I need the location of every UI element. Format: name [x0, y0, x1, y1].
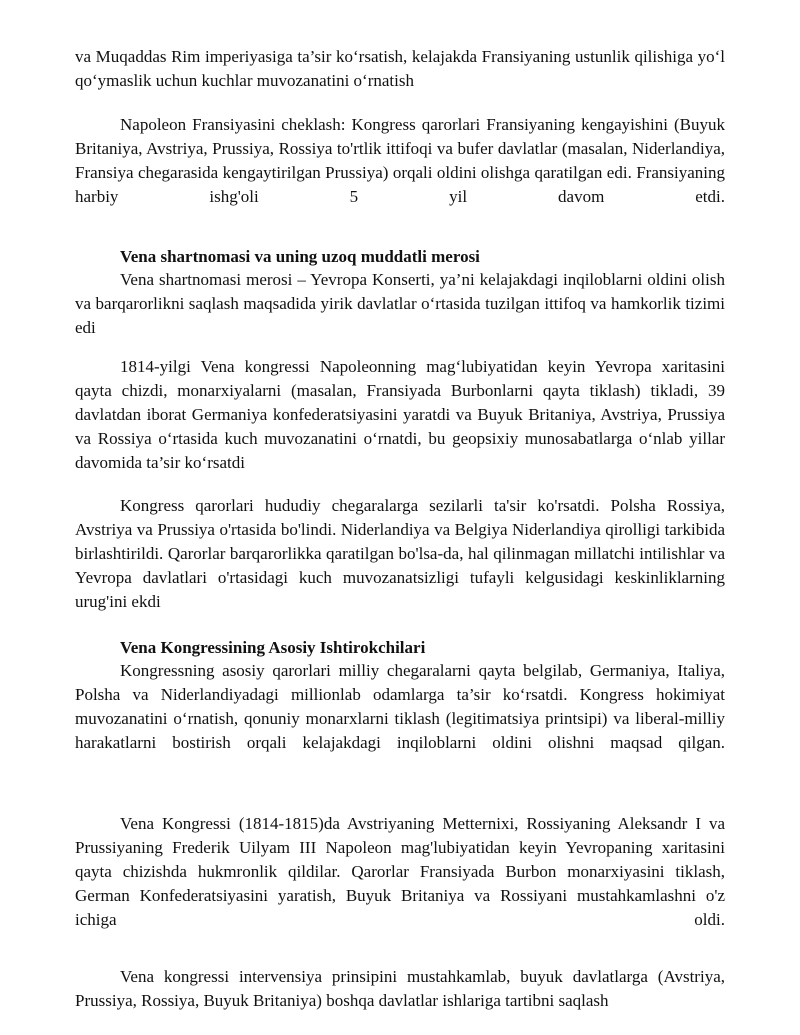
- paragraph-containing-napoleonic-france: Napoleon Fransiyasini cheklash: Kongress qarorlari Fransiyaning kengayishini (Buyuk Britaniya, Avstriya, Prussiya, Rossiya to'rtlik ittifoqi va bufer davlatlar (masalan, Niderlandiya, Fransiya chegarasida kengaytirilgan Prussiya) orqali oldini olishga qaratilgan edi. Fransiyaning harbiy ishg'oli 5 yil davom etdi.: [75, 115, 725, 206]
- paragraph-concert-of-europe: Vena shartnomasi merosi – Yevropa Konserti, ya’ni kelajakdagi inqiloblarni oldini olish va barqarorlikni saqlash maqsadida yirik davlatlar o‘rtasida tuzilgan ittifoq va hamkorlik tizimi edi: [75, 270, 725, 337]
- paragraph-congress-1814: 1814-yilgi Vena kongressi Napoleonning mag‘lubiyatidan keyin Yevropa xaritasini qayta chizdi, monarxiyalarni (masalan, Fransiyada Burbonlarni qayta tiklash) tikladi, 39 davlatdan iborat Germaniya konfederatsiyasini yaratdi va Buyuk Britaniya, Avstriya, Prussiya va Rossiya o‘rtasida kuch muvozanatini o‘rnatdi, bu geopsixiy munosabatlarga o‘nlab yillar davomida ta’sir ko‘rsatdi: [75, 357, 725, 472]
- heading-main-participants: Vena Kongressining Asosiy Ishtirokchilari: [120, 638, 426, 657]
- paragraph-balance-of-power: va Muqaddas Rim imperiyasiga ta’sir ko‘rsatish, kelajakda Fransiyaning ustunlik qilishiga yo‘l qo‘ymaslik uchun kuchlar muvozanatini o‘rnatish: [75, 47, 725, 90]
- paragraph-territorial-decisions: Kongress qarorlari hududiy chegaralarga sezilarli ta'sir ko'rsatdi. Polsha Rossiya, Avstriya va Prussiya o'rtasida bo'lindi. Niderlandiya va Belgiya Niderlandiya qirolligi tarkibida birlashtirildi. Qarorlar barqarorlikka qaratilgan bo'lsa-da, hal qilinmagan millatchi intilishlar va Yevropa davlatlari o'rtasidagi kuch muvozanatsizligi tufayli kelgusidagi keskinliklarning urug'ini ekdi: [75, 496, 725, 611]
- heading-treaty-legacy: Vena shartnomasi va uning uzoq muddatli merosi: [120, 247, 480, 266]
- paragraph-main-decisions: Kongressning asosiy qarorlari milliy chegaralarni qayta belgilab, Germaniya, Italiya, Polsha va Niderlandiyadagi millionlab odamlarga ta’sir ko‘rsatdi. Kongress hokimiyat muvozanatini o‘rnatish, qonuniy monarxlarni tiklash (legitimatsiya printsipi) va liberal-milliy harakatlarni bostirish orqali kelajakdagi inqiloblarni oldini olishni maqsad qilgan.: [75, 661, 725, 752]
- paragraph-intervention-principle: Vena kongressi intervensiya prinsipini mustahkamlab, buyuk davlatlarga (Avstriya, Prussiya, Rossiya, Buyuk Britaniya) boshqa davlatlar ishlariga tartibni saqlash: [75, 967, 725, 1010]
- paragraph-leaders-of-congress: Vena Kongressi (1814-1815)da Avstriyaning Metternixi, Rossiyaning Aleksandr I va Prussiyaning Frederik Uilyam III Napoleon mag'lubiyatidan keyin Yevropaning xaritasini qayta chizishda hukmronlik qildilar. Qarorlar Fransiyada Burbon monarxiyasini tiklash, German Konfederatsiyasini yaratish, Buyuk Britaniya va Rossiyani mustahkamlashni o'z ichiga oldi.: [75, 814, 725, 929]
